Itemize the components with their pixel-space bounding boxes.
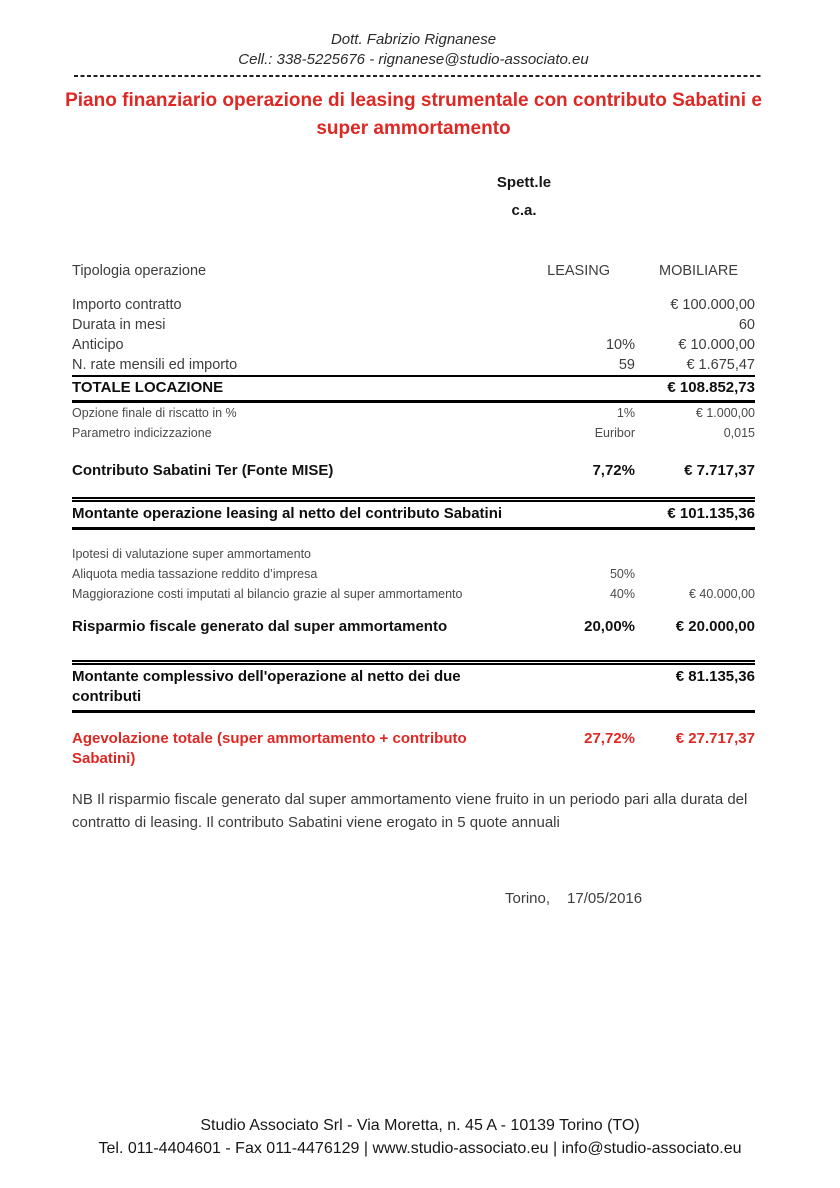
table-row [72, 403, 755, 423]
row-label: Opzione finale di riscatto in % [72, 406, 237, 420]
table-row [72, 729, 755, 769]
recipient-salutation: Spett.le [496, 174, 552, 191]
recipient-block [424, 169, 624, 225]
table-row [72, 461, 755, 481]
footer-address: Studio Associato Srl - Via Moretta, n. 45 A - 10139 Torino (TO) [200, 1117, 640, 1134]
leasing-value: Euribor [594, 426, 635, 440]
table-row [72, 355, 755, 375]
place-label: Torino, [505, 890, 551, 907]
leasing-value: 27,72% [584, 730, 635, 747]
row-label: Tipologia operazione [72, 263, 207, 279]
mobiliare-value: € 81.135,36 [675, 668, 755, 685]
row-label: N. rate mensili ed importo [72, 357, 238, 373]
leasing-value: 40% [609, 587, 635, 601]
mobiliare-value: € 40.000,00 [688, 587, 755, 601]
table-row [72, 295, 755, 315]
note-text: NB Il risparmio fiscale generato dal super ammortamento viene fruito in un periodo pari alla durata del contratto di leasing. Il contributo Sabatini viene erogato in 5 quote annuali [72, 791, 748, 831]
table-section [72, 544, 755, 604]
row-label: Maggiorazione costi imputati al bilancio grazie al super ammortamento [72, 587, 463, 601]
table-section [72, 617, 755, 637]
row-label: Ipotesi di valutazione super ammortamento [72, 547, 312, 561]
mobiliare-value: 0,015 [723, 426, 755, 440]
recipient-attention: c.a. [511, 202, 537, 219]
table-row [72, 261, 755, 281]
table-section [72, 729, 755, 769]
leasing-value: 10% [605, 337, 635, 353]
mobiliare-value: € 7.717,37 [684, 462, 755, 479]
mobiliare-value: € 20.000,00 [675, 618, 755, 635]
leasing-value: 7,72% [592, 462, 635, 479]
table-row [72, 423, 755, 443]
mobiliare-value: € 100.000,00 [670, 297, 755, 313]
row-label: Anticipo [72, 337, 124, 353]
document-title: Piano finanziario operazione di leasing strumentale con contributo Sabatini e super ammortamento [65, 90, 762, 139]
date-label: 17/05/2016 [567, 890, 643, 907]
table-section [72, 660, 755, 713]
row-label: TOTALE LOCAZIONE [72, 379, 224, 396]
table-row [72, 315, 755, 335]
mobiliare-value: € 101.135,36 [667, 505, 755, 522]
row-label: Aliquota media tassazione reddito d’impresa [72, 567, 318, 581]
mobiliare-value: 60 [738, 317, 755, 333]
mobiliare-value: € 1.675,47 [686, 357, 755, 373]
mobiliare-value: € 108.852,73 [667, 379, 755, 396]
footer-contacts: Tel. 011-4404601 - Fax 011-4476129 | www.studio-associato.eu | info@studio-associato.eu [98, 1140, 742, 1157]
mobiliare-value: € 27.717,37 [675, 730, 755, 747]
table-section [72, 295, 755, 443]
page-footer [0, 1114, 840, 1160]
table-section [72, 261, 755, 281]
leasing-value: 59 [618, 357, 635, 373]
table-row [72, 617, 755, 637]
row-label: Agevolazione totale (super ammortamento + contributo Sabatini) [72, 730, 467, 767]
mobiliare-value: MOBILIARE [659, 263, 738, 279]
table-section [72, 461, 755, 481]
row-label: Importo contratto [72, 297, 182, 313]
row-label: Montante complessivo dell'operazione al netto dei due contributi [72, 668, 461, 705]
row-label: Montante operazione leasing al netto del contributo Sabatini [72, 505, 503, 522]
table-row [72, 584, 755, 604]
place-date [72, 890, 755, 907]
leasing-value: 20,00% [584, 618, 635, 635]
letterhead-contact: Cell.: 338-5225676 - rignanese@studio-associato.eu [238, 51, 589, 68]
leasing-value: 50% [609, 567, 635, 581]
row-label: Parametro indicizzazione [72, 426, 212, 440]
table-row [72, 375, 755, 403]
financial-table [72, 261, 755, 769]
row-label: Durata in mesi [72, 317, 166, 333]
leasing-value: 1% [616, 406, 635, 420]
mobiliare-value: € 1.000,00 [695, 406, 755, 420]
row-label: Risparmio fiscale generato dal super ammortamento [72, 618, 448, 635]
table-row [72, 335, 755, 355]
mobiliare-value: € 10.000,00 [678, 337, 755, 353]
row-label: Contributo Sabatini Ter (Fonte MISE) [72, 462, 334, 479]
letterhead [72, 30, 755, 70]
table-section [72, 497, 755, 530]
table-row [72, 564, 755, 584]
table-row [72, 497, 755, 530]
table-row [72, 544, 755, 564]
table-row [72, 660, 755, 713]
dashed-separator [74, 75, 762, 77]
letterhead-name: Dott. Fabrizio Rignanese [330, 31, 497, 48]
leasing-value: LEASING [547, 263, 610, 279]
